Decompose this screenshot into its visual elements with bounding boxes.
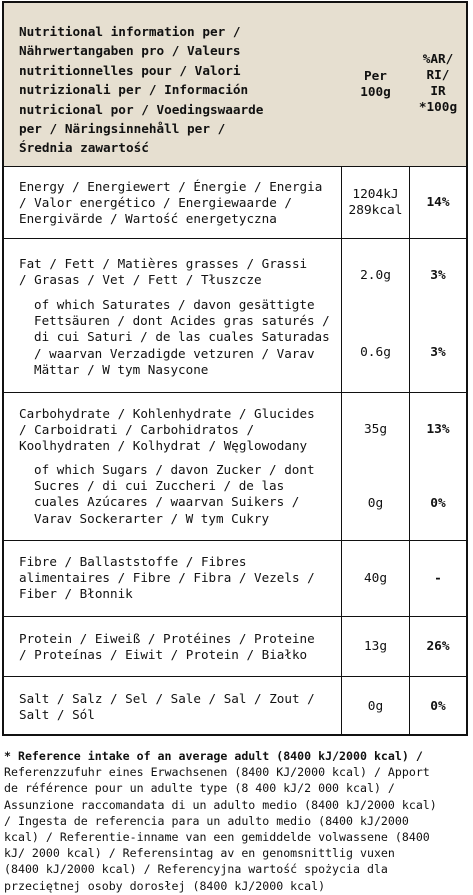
carbohydrate-ri: 13%	[426, 422, 450, 437]
sugars-label: of which Sugars / davon Zucker / dont Sucres / di cui Zuccheri / de las cuales Azúcares / waarvan Suikers / Varav Sockerarter / W tym Cukry	[34, 462, 315, 526]
protein-ri: 26%	[426, 639, 450, 654]
saturates-ri: 3%	[430, 345, 446, 360]
table-row-protein	[4, 617, 466, 677]
energy-value: 1204kJ 289kcal	[348, 187, 403, 218]
table-row-carbohydrate	[4, 393, 466, 541]
footnote-heading: * Reference intake of an average adult (8400 kJ/2000 kcal) /	[4, 749, 423, 763]
nutrition-table	[2, 1, 468, 736]
protein-value: 13g	[363, 639, 388, 654]
salt-ri: 0%	[430, 699, 446, 714]
header-ri: %AR/ RI/ IR *100g	[418, 51, 458, 114]
fibre-label: Fibre / Ballaststoffe / Fibres alimentaires / Fibre / Fibra / Vezels / Fiber / Błonnik	[19, 554, 315, 602]
salt-value: 0g	[367, 699, 384, 714]
table-row-energy	[4, 167, 466, 239]
fibre-value: 40g	[363, 571, 388, 586]
fat-label: Fat / Fett / Matières grasses / Grassi / Grasas / Vet / Fett / Tłuszcze	[19, 256, 308, 288]
fat-ri: 3%	[430, 268, 446, 283]
energy-label: Energy / Energiewert / Énergie / Energia / Valor energético / Energiewaarde / Energivärde / Wartość energetyczna	[19, 179, 323, 227]
footnote-text: Referenzzufuhr eines Erwachsenen (8400 KJ/2000 kcal) / Apport de référence pour un adulte type (8 400 kJ/2 000 kcal) / Assunzione raccomandata di un adulto medio (8400 kJ/2000 kcal) / Ingesta de referencia para un adulto medio (8400 kJ/2000 kcal) / Referentie-inname van een gemiddelde volwassene (8400 kJ/ 2000 kcal) / Referensintag av en genomsnittlig vuxen (8400 kJ/2000 kcal) / Referencyjna wartość spożycia dla przeciętnej osoby dorosłej (8400 kJ/2000 kcal)	[4, 765, 437, 893]
saturates-value: 0.6g	[360, 345, 391, 360]
sugars-ri: 0%	[430, 496, 446, 511]
table-header	[4, 3, 466, 167]
reference-intake-footnote	[4, 748, 470, 894]
table-row-fibre	[4, 541, 466, 617]
protein-label: Protein / Eiweiß / Protéines / Proteine / Proteínas / Eiwit / Protein / Białko	[19, 631, 315, 663]
energy-ri: 14%	[426, 195, 450, 210]
sugars-value: 0g	[367, 496, 384, 511]
table-row-salt	[4, 677, 466, 734]
saturates-label: of which Saturates / davon gesättigte Fettsäuren / dont Acides gras saturés / di cui Saturi / de las cuales Saturadas / waarvan Verzadigde vetzuren / Varav Mättar / W tym Nasycone	[34, 297, 330, 377]
fat-value: 2.0g	[360, 268, 391, 283]
header-title: Nutritional information per / Nährwertangaben pro / Valeurs nutritionnelles pour / Valori nutrizionali per / Información nutricional por / Voedingswaarde per / Näringsinnehåll per / Średnia zawartość	[19, 24, 264, 156]
fibre-ri: -	[434, 571, 442, 586]
carbohydrate-label: Carbohydrate / Kohlenhydrate / Glucides / Carboidrati / Carbohidratos / Koolhydraten / Kolhydrat / Węglowodany	[19, 406, 315, 454]
header-per-100g: Per 100g	[360, 68, 391, 99]
salt-label: Salt / Salz / Sel / Sale / Sal / Zout / Salt / Sól	[19, 691, 315, 723]
carbohydrate-value: 35g	[363, 422, 388, 437]
table-row-fat	[4, 239, 466, 393]
